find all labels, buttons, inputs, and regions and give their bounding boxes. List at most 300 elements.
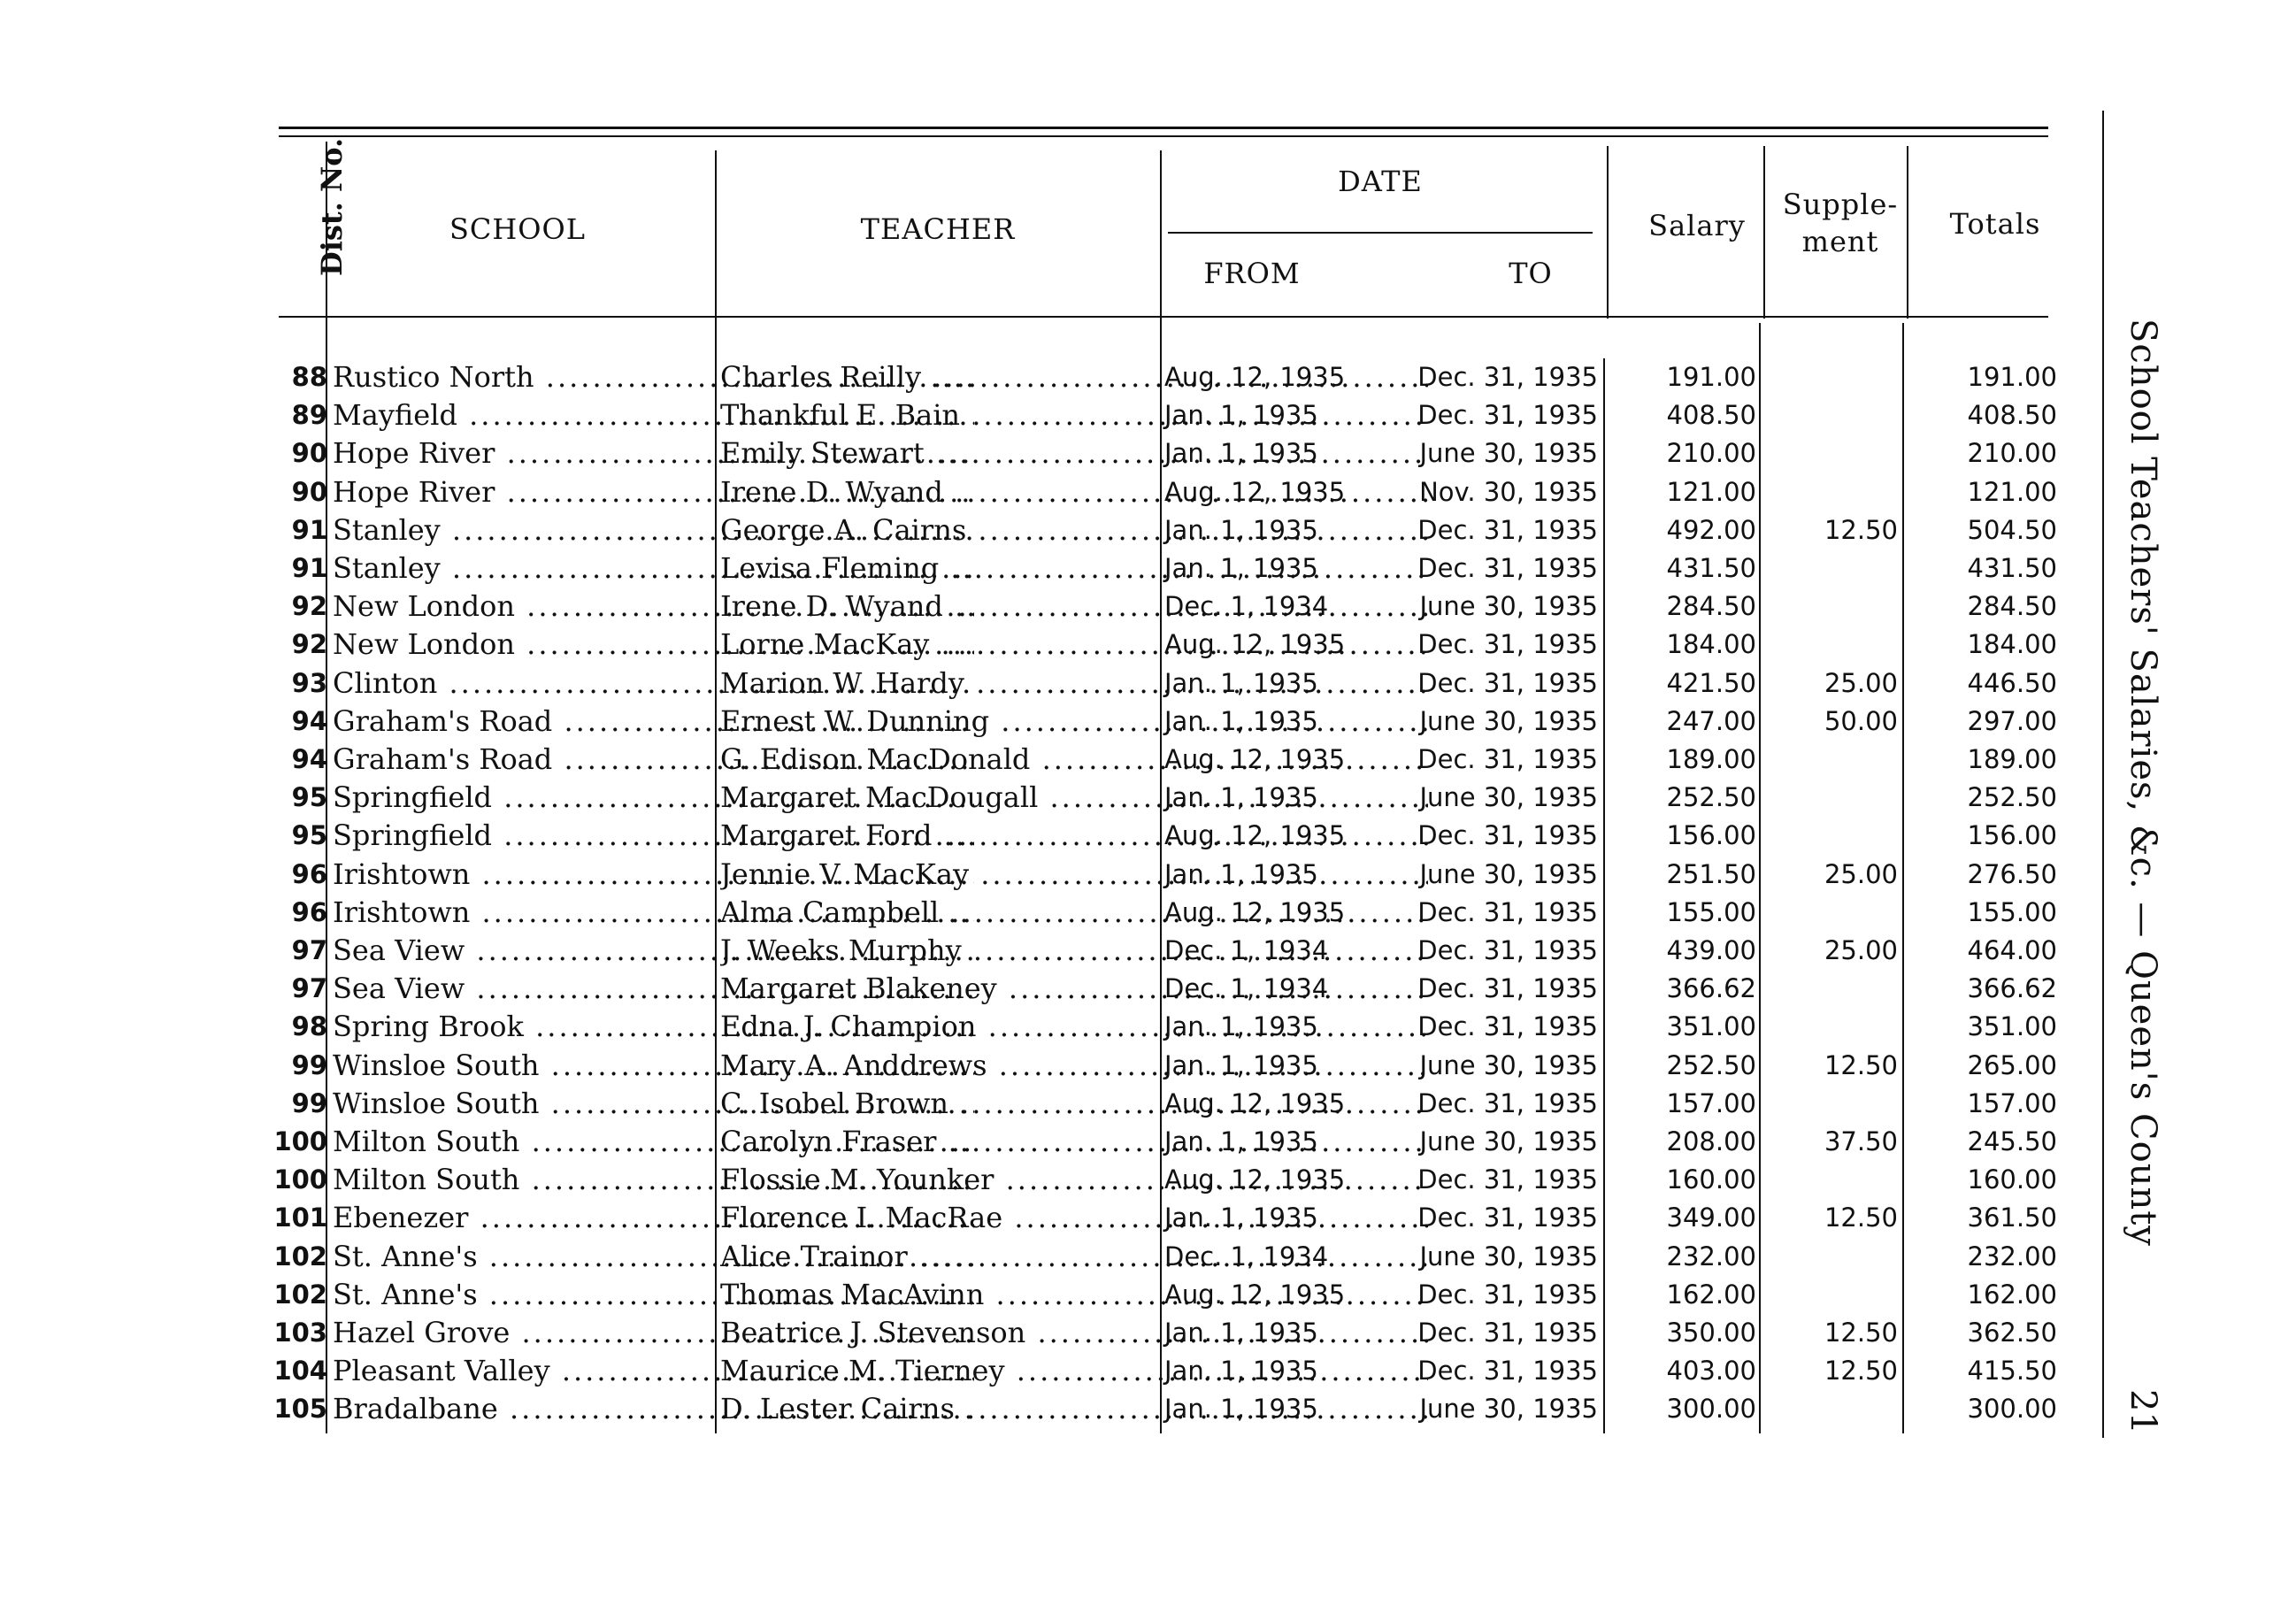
supplement-cell (1770, 1314, 1898, 1352)
total-cell (1911, 396, 2057, 434)
from-date-cell-text: Aug. 12, 1935 (1164, 1279, 1346, 1310)
top-rule-secondary (279, 135, 2048, 137)
supplement-cell-text: 50.00 (1824, 705, 1898, 736)
teacher-cell-text: Thankful E. Bain ..... (720, 396, 1428, 434)
dist-cell (265, 1276, 327, 1314)
to-date-cell-text: June 30, 1935 (1419, 1394, 1598, 1425)
teacher-cell-text: Margaret Ford ..... (720, 817, 1428, 855)
total-cell (1911, 741, 2057, 779)
school-cell-text: Milton South ..... (333, 1161, 974, 1199)
salary-cell (1610, 626, 1756, 664)
teacher-cell-text: George A. Cairns ..... (720, 511, 1428, 549)
to-date-cell-text: June 30, 1935 (1419, 782, 1598, 813)
supplement-cell (1770, 473, 1898, 511)
dist-cell-text: 98 (291, 1011, 327, 1042)
to-date-cell (1398, 970, 1598, 1008)
total-cell-text: 157.00 (1967, 1087, 2057, 1118)
to-date-cell-text: June 30, 1935 (1419, 1126, 1598, 1156)
total-cell-text: 189.00 (1967, 744, 2057, 774)
dist-cell-text: 102 (273, 1279, 327, 1310)
from-date-cell (1164, 1314, 1394, 1352)
header-totals: Totals (1949, 207, 2041, 241)
table-row (265, 1390, 2079, 1428)
teacher-cell-text: Edna J. Champion ..... (720, 1008, 1428, 1046)
table-row (265, 434, 2079, 472)
header-supplement (1774, 186, 1907, 260)
table-row (265, 1352, 2079, 1390)
to-date-cell (1398, 434, 1598, 472)
total-cell-text: 121.00 (1967, 476, 2057, 507)
from-date-cell (1164, 473, 1394, 511)
from-date-cell-text: Aug. 12, 1935 (1164, 1087, 1346, 1118)
from-date-cell-text: Jan. 1, 1935 (1164, 1394, 1318, 1425)
from-date-cell-text: Aug. 12, 1935 (1164, 629, 1346, 660)
header-teacher: TEACHER (860, 212, 1016, 246)
teacher-cell-text: G. Edison MacDonald ..... (720, 741, 1428, 779)
supplement-cell (1770, 817, 1898, 855)
teacher-cell-text: Maurice M. Tierney ..... (720, 1352, 1428, 1390)
from-date-cell (1164, 1199, 1394, 1237)
total-cell-text: 191.00 (1967, 362, 2057, 392)
table-row (265, 396, 2079, 434)
running-title: School Teachers' Salaries, &c. — Queen's County (2123, 319, 2163, 1247)
supplement-cell (1770, 1352, 1898, 1390)
header-school: SCHOOL (449, 212, 587, 246)
salary-cell (1610, 703, 1756, 741)
supplement-cell-text: 12.50 (1824, 1202, 1898, 1233)
dist-cell (265, 511, 327, 549)
table-row (265, 549, 2079, 588)
total-cell (1911, 779, 2057, 817)
salary-cell (1610, 434, 1756, 472)
school-cell-text: Stanley ..... (333, 511, 974, 549)
teacher-cell-text: Irene D. Wyand ..... (720, 473, 1428, 511)
teacher-cell-text: C. Isobel Brown ..... (720, 1085, 1428, 1123)
total-cell-text: 184.00 (1967, 629, 2057, 660)
to-date-cell-text: June 30, 1935 (1419, 438, 1598, 469)
table-row (265, 665, 2079, 703)
to-date-cell-text: June 30, 1935 (1419, 858, 1598, 889)
salary-cell-text: 284.50 (1666, 591, 1756, 622)
dist-cell (265, 1047, 327, 1085)
to-date-cell (1398, 473, 1598, 511)
salary-cell (1610, 1314, 1756, 1352)
school-cell-text: Springfield ..... (333, 817, 974, 855)
dist-cell (265, 970, 327, 1008)
supplement-cell (1770, 588, 1898, 626)
dist-cell (265, 665, 327, 703)
header-supplement-line2: ment (1801, 225, 1879, 258)
salary-cell-text: 300.00 (1666, 1394, 1756, 1425)
salary-cell (1610, 1390, 1756, 1428)
dist-cell-text: 91 (291, 553, 327, 583)
dist-cell-text: 99 (291, 1087, 327, 1118)
dist-cell-text: 96 (291, 896, 327, 927)
total-cell (1911, 511, 2057, 549)
total-cell-text: 284.50 (1967, 591, 2057, 622)
salary-cell (1610, 741, 1756, 779)
dist-cell-text: 90 (291, 476, 327, 507)
dist-cell-text: 95 (291, 782, 327, 813)
from-date-cell-text: Jan. 1, 1935 (1164, 782, 1318, 813)
to-date-cell (1398, 932, 1598, 970)
school-cell-text: Sea View ..... (333, 932, 974, 970)
to-date-cell-text: Dec. 31, 1935 (1417, 362, 1598, 392)
dist-cell (265, 817, 327, 855)
dist-cell (265, 1390, 327, 1428)
dist-cell (265, 1161, 327, 1199)
from-date-cell-text: Jan. 1, 1935 (1164, 1318, 1318, 1348)
to-date-cell (1398, 1199, 1598, 1237)
supplement-cell (1770, 779, 1898, 817)
from-date-cell-text: Jan. 1, 1935 (1164, 858, 1318, 889)
school-cell-text: Irishtown ..... (333, 856, 974, 894)
salary-cell (1610, 894, 1756, 932)
dist-cell (265, 588, 327, 626)
total-cell (1911, 588, 2057, 626)
school-cell-text: Pleasant Valley ..... (333, 1352, 974, 1390)
to-date-cell-text: June 30, 1935 (1419, 591, 1598, 622)
table-row (265, 817, 2079, 855)
school-cell-text: Hope River ..... (333, 473, 974, 511)
header-dist-no: Dist. No. (315, 137, 349, 276)
total-cell (1911, 1238, 2057, 1276)
column-rule-date-header (1607, 146, 1609, 319)
school-cell-text: New London ..... (333, 588, 974, 626)
school-cell-text: Irishtown ..... (333, 894, 974, 932)
table-row (265, 1047, 2079, 1085)
to-date-cell (1398, 626, 1598, 664)
teacher-cell-text: Mary A. Anddrews ..... (720, 1047, 1428, 1085)
school-cell-text: Clinton ..... (333, 665, 974, 703)
total-cell-text: 366.62 (1967, 973, 2057, 1004)
table-row (265, 856, 2079, 894)
to-date-cell-text: June 30, 1935 (1419, 1049, 1598, 1080)
school-cell-text: Milton South ..... (333, 1123, 974, 1161)
dist-cell (265, 549, 327, 588)
table-row (265, 970, 2079, 1008)
total-cell (1911, 1390, 2057, 1428)
salary-cell-text: 349.00 (1666, 1202, 1756, 1233)
school-cell-text: Spring Brook ..... (333, 1008, 974, 1046)
school-cell-text: St. Anne's ..... (333, 1276, 974, 1314)
table-row (265, 1085, 2079, 1123)
table-row (265, 779, 2079, 817)
from-date-cell-text: Jan. 1, 1935 (1164, 553, 1318, 583)
salary-cell-text: 157.00 (1666, 1087, 1756, 1118)
total-cell (1911, 817, 2057, 855)
total-cell (1911, 970, 2057, 1008)
table-row (265, 1314, 2079, 1352)
teacher-cell-text: Marion W. Hardy ..... (720, 665, 1428, 703)
date-divider-rule (1168, 232, 1593, 234)
supplement-cell-text: 12.50 (1824, 1049, 1898, 1080)
supplement-cell-text: 25.00 (1824, 858, 1898, 889)
salary-cell-text: 431.50 (1666, 553, 1756, 583)
supplement-cell (1770, 703, 1898, 741)
salary-cell (1610, 1161, 1756, 1199)
dist-cell-text: 95 (291, 820, 327, 851)
table-row (265, 741, 2079, 779)
total-cell (1911, 434, 2057, 472)
to-date-cell (1398, 1390, 1598, 1428)
to-date-cell (1398, 741, 1598, 779)
school-cell-text: New London ..... (333, 626, 974, 664)
salary-cell-text: 351.00 (1666, 1011, 1756, 1042)
salary-cell-text: 408.50 (1666, 400, 1756, 431)
to-date-cell (1398, 1008, 1598, 1046)
supplement-cell (1770, 932, 1898, 970)
supplement-cell (1770, 894, 1898, 932)
from-date-cell (1164, 932, 1394, 970)
salary-cell-text: 366.62 (1666, 973, 1756, 1004)
total-cell-text: 300.00 (1967, 1394, 2057, 1425)
to-date-cell (1398, 1123, 1598, 1161)
to-date-cell (1398, 1276, 1598, 1314)
to-date-cell (1398, 1238, 1598, 1276)
from-date-cell-text: Jan. 1, 1935 (1164, 705, 1318, 736)
total-cell-text: 276.50 (1967, 858, 2057, 889)
dist-cell-text: 103 (273, 1318, 327, 1348)
to-date-cell (1398, 588, 1598, 626)
supplement-cell (1770, 626, 1898, 664)
from-date-cell-text: Dec. 1, 1934 (1164, 591, 1329, 622)
from-date-cell (1164, 1008, 1394, 1046)
school-cell-text: Graham's Road ..... (333, 741, 974, 779)
header-from: FROM (1203, 257, 1301, 290)
supplement-cell-text: 25.00 (1824, 935, 1898, 965)
dist-cell-text: 88 (291, 362, 327, 392)
table-row (265, 1199, 2079, 1237)
teacher-cell-text: Alma Campbell ..... (720, 894, 1428, 932)
total-cell-text: 415.50 (1967, 1356, 2057, 1387)
from-date-cell-text: Aug. 12, 1935 (1164, 896, 1346, 927)
from-date-cell (1164, 1161, 1394, 1199)
total-cell-text: 252.50 (1967, 782, 2057, 813)
table-row (265, 358, 2079, 396)
from-date-cell-text: Dec. 1, 1934 (1164, 1241, 1329, 1271)
table-row (265, 1008, 2079, 1046)
to-date-cell (1398, 1161, 1598, 1199)
dist-cell (265, 473, 327, 511)
from-date-cell (1164, 588, 1394, 626)
dist-cell-text: 99 (291, 1049, 327, 1080)
to-date-cell-text: June 30, 1935 (1419, 705, 1598, 736)
to-date-cell-text: Dec. 31, 1935 (1417, 973, 1598, 1004)
salary-cell-text: 189.00 (1666, 744, 1756, 774)
salary-cell (1610, 779, 1756, 817)
to-date-cell (1398, 511, 1598, 549)
dist-cell-text: 102 (273, 1241, 327, 1271)
total-cell-text: 431.50 (1967, 553, 2057, 583)
salary-cell (1610, 358, 1756, 396)
to-date-cell-text: Dec. 31, 1935 (1417, 629, 1598, 660)
salary-cell (1610, 856, 1756, 894)
from-date-cell (1164, 434, 1394, 472)
dist-cell-text: 96 (291, 858, 327, 889)
salary-cell-text: 208.00 (1666, 1126, 1756, 1156)
salary-cell (1610, 1085, 1756, 1123)
teacher-cell-text: Margaret Blakeney ..... (720, 970, 1428, 1008)
from-date-cell-text: Jan. 1, 1935 (1164, 1126, 1318, 1156)
header-date: DATE (1338, 165, 1423, 198)
dist-cell-text: 104 (273, 1356, 327, 1387)
from-date-cell (1164, 1352, 1394, 1390)
supplement-cell-text: 12.50 (1824, 514, 1898, 545)
teacher-cell-text: Charles Reilly ..... (720, 358, 1428, 396)
dist-cell (265, 894, 327, 932)
teacher-cell-text: Margaret MacDougall ..... (720, 779, 1428, 817)
school-cell-text: Bradalbane ..... (333, 1390, 974, 1428)
supplement-cell (1770, 1199, 1898, 1237)
from-date-cell-text: Aug. 12, 1935 (1164, 820, 1346, 851)
school-cell-text: Ebenezer ..... (333, 1199, 974, 1237)
supplement-cell (1770, 434, 1898, 472)
dist-cell (265, 396, 327, 434)
school-cell-text: Winsloe South ..... (333, 1085, 974, 1123)
from-date-cell-text: Dec. 1, 1934 (1164, 973, 1329, 1004)
dist-cell-text: 100 (273, 1164, 327, 1195)
from-date-cell-text: Jan. 1, 1935 (1164, 514, 1318, 545)
dist-cell-text: 92 (291, 629, 327, 660)
total-cell-text: 408.50 (1967, 400, 2057, 431)
total-cell (1911, 473, 2057, 511)
school-cell-text: Sea View ..... (333, 970, 974, 1008)
salary-cell (1610, 1352, 1756, 1390)
header-to: TO (1509, 257, 1553, 290)
dist-cell (265, 1199, 327, 1237)
total-cell-text: 504.50 (1967, 514, 2057, 545)
total-cell (1911, 932, 2057, 970)
to-date-cell-text: Dec. 31, 1935 (1417, 1202, 1598, 1233)
dist-cell (265, 932, 327, 970)
from-date-cell-text: Aug. 12, 1935 (1164, 1164, 1346, 1195)
dist-cell-text: 97 (291, 973, 327, 1004)
dist-cell (265, 703, 327, 741)
total-cell-text: 351.00 (1967, 1011, 2057, 1042)
table-row (265, 894, 2079, 932)
to-date-cell (1398, 549, 1598, 588)
to-date-cell (1398, 396, 1598, 434)
salary-cell-text: 439.00 (1666, 935, 1756, 965)
to-date-cell (1398, 703, 1598, 741)
supplement-cell (1770, 1390, 1898, 1428)
from-date-cell (1164, 511, 1394, 549)
dist-cell (265, 1314, 327, 1352)
total-cell-text: 265.00 (1967, 1049, 2057, 1080)
teacher-cell-text: D. Lester Cairns ..... (720, 1390, 1428, 1428)
salary-cell-text: 403.00 (1666, 1356, 1756, 1387)
total-cell (1911, 1199, 2057, 1237)
to-date-cell-text: Dec. 31, 1935 (1417, 400, 1598, 431)
teacher-cell-text: Thomas MacAvinn ..... (720, 1276, 1428, 1314)
table-row (265, 473, 2079, 511)
school-cell-text: St. Anne's ..... (333, 1238, 974, 1276)
from-date-cell-text: Aug. 12, 1935 (1164, 744, 1346, 774)
salary-cell (1610, 665, 1756, 703)
to-date-cell (1398, 1047, 1598, 1085)
to-date-cell-text: Nov. 30, 1935 (1419, 476, 1598, 507)
school-cell-text: Rustico North ..... (333, 358, 974, 396)
to-date-cell (1398, 817, 1598, 855)
teacher-cell-text: Levisa Fleming ..... (720, 549, 1428, 588)
supplement-cell (1770, 1238, 1898, 1276)
from-date-cell (1164, 970, 1394, 1008)
from-date-cell (1164, 703, 1394, 741)
salary-cell-text: 492.00 (1666, 514, 1756, 545)
school-cell-text: Hazel Grove ..... (333, 1314, 974, 1352)
teacher-cell-text: Lorne MacKay ..... (720, 626, 1428, 664)
to-date-cell (1398, 665, 1598, 703)
total-cell (1911, 703, 2057, 741)
page-number: 21 (2123, 1389, 2163, 1434)
dist-cell (265, 741, 327, 779)
from-date-cell (1164, 1047, 1394, 1085)
salary-cell-text: 160.00 (1666, 1164, 1756, 1195)
total-cell (1911, 665, 2057, 703)
from-date-cell-text: Aug. 12, 1935 (1164, 476, 1346, 507)
dist-cell (265, 1085, 327, 1123)
from-date-cell (1164, 779, 1394, 817)
salary-cell (1610, 1238, 1756, 1276)
dist-cell (265, 626, 327, 664)
supplement-cell (1770, 741, 1898, 779)
salary-cell-text: 421.50 (1666, 667, 1756, 698)
table-row (265, 1123, 2079, 1161)
from-date-cell (1164, 1123, 1394, 1161)
total-cell-text: 245.50 (1967, 1126, 2057, 1156)
salary-cell-text: 232.00 (1666, 1241, 1756, 1271)
dist-cell-text: 94 (291, 705, 327, 736)
to-date-cell-text: Dec. 31, 1935 (1417, 553, 1598, 583)
supplement-cell (1770, 511, 1898, 549)
teacher-cell-text: Florence I. MacRae ..... (720, 1199, 1428, 1237)
total-cell-text: 232.00 (1967, 1241, 2057, 1271)
from-date-cell (1164, 396, 1394, 434)
total-cell (1911, 358, 2057, 396)
dist-cell (265, 1352, 327, 1390)
from-date-cell (1164, 626, 1394, 664)
supplement-cell (1770, 970, 1898, 1008)
side-rule (2102, 111, 2104, 1438)
teacher-cell-text: Emily Stewart ..... (720, 434, 1428, 472)
to-date-cell (1398, 1352, 1598, 1390)
school-cell-text: Graham's Road ..... (333, 703, 974, 741)
from-date-cell-text: Aug. 12, 1935 (1164, 362, 1346, 392)
supplement-cell (1770, 1085, 1898, 1123)
supplement-cell (1770, 1123, 1898, 1161)
salary-cell-text: 252.50 (1666, 782, 1756, 813)
teacher-cell-text: Beatrice J. Stevenson ..... (720, 1314, 1428, 1352)
salary-cell-text: 162.00 (1666, 1279, 1756, 1310)
salary-cell-text: 156.00 (1666, 820, 1756, 851)
salary-cell-text: 155.00 (1666, 896, 1756, 927)
teacher-cell-text: J. Weeks Murphy ..... (720, 932, 1428, 970)
supplement-cell (1770, 1008, 1898, 1046)
from-date-cell (1164, 1238, 1394, 1276)
total-cell (1911, 549, 2057, 588)
from-date-cell (1164, 1276, 1394, 1314)
from-date-cell (1164, 1390, 1394, 1428)
to-date-cell-text: Dec. 31, 1935 (1417, 1087, 1598, 1118)
to-date-cell-text: Dec. 31, 1935 (1417, 820, 1598, 851)
to-date-cell-text: Dec. 31, 1935 (1417, 744, 1598, 774)
total-cell-text: 160.00 (1967, 1164, 2057, 1195)
school-cell-text: Springfield ..... (333, 779, 974, 817)
supplement-cell (1770, 665, 1898, 703)
table-row (265, 1161, 2079, 1199)
supplement-cell-text: 12.50 (1824, 1356, 1898, 1387)
